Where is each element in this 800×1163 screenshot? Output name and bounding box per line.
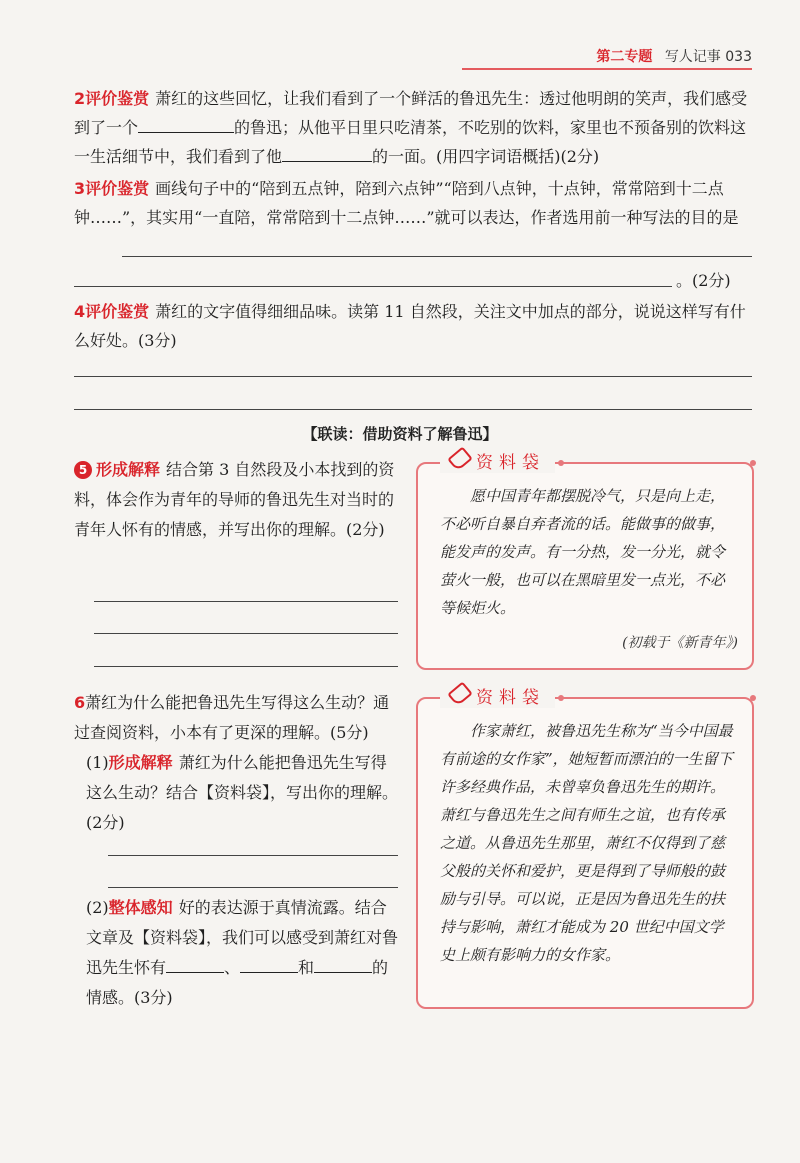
material-box-title-text: 资料袋 [476,453,545,473]
question-number-badge: 5 [74,461,92,479]
dot-icon [750,460,756,466]
dot-icon [558,460,564,466]
answer-line[interactable] [108,855,398,856]
material-box-2 [416,688,754,1009]
answer-line[interactable] [74,286,672,287]
question-number: 2 [74,89,86,108]
answer-blank[interactable] [138,114,234,133]
question-text: 结合第 3 自然段及小本找到的资料，体会作为青年的导师的鲁迅先生对当时的青年人怀有的情感，并写出你的理解。(2分) [74,460,395,539]
question-text: 的鲁迅；从他平日里只吃清茶，不吃别的饮料，家里也不预备别的饮料这一生活细节中，我们看到了他 [74,118,747,166]
question-number: 6 [74,693,86,712]
question-4 [74,297,754,355]
question-text: 画线句子中的“陪到五点钟，陪到六点钟”“陪到八点钟，十点钟，常常陪到十二点钟……”，其实用“一直陪，常常陪到十二点钟……”就可以表达，作者选用前一种写法的目的是 [74,179,739,227]
material-box-title-text: 资料袋 [476,688,545,708]
material-box-1 [416,453,754,670]
question-2 [74,84,754,171]
header-section: 第二专题 [596,49,653,65]
header-topic: 写人记事 [664,49,721,65]
header-rule [462,68,752,70]
tag-icon [447,681,473,706]
section-title: 【联读：借助资料了解鲁迅】 [302,425,498,443]
answer-blank[interactable] [314,954,372,973]
question-tag: 评价鉴赏 [85,179,150,198]
question-score: 。(2分) [676,271,731,290]
answer-line[interactable] [94,666,398,667]
answer-line[interactable] [122,256,752,257]
question-number: 3 [74,179,86,198]
question-6 [74,688,400,748]
tag-icon [447,446,473,471]
material-source: (初载于《新青年》) [622,635,738,651]
question-text: 萧红为什么能把鲁迅先生写得这么生动？通过查阅资料，小本有了更深的理解。(5分) [74,693,390,742]
sub-question-label: (1) [86,753,109,772]
question-5 [74,455,400,545]
question-tag: 评价鉴赏 [85,302,150,321]
question-6-part-2 [86,893,400,1013]
question-text: 萧红的文字值得细细品味。读第 11 自然段，关注文中加点的部分，说说这样写有什么好处。(3分) [74,302,746,350]
answer-line[interactable] [74,409,752,410]
question-tag: 形成解释 [96,460,161,479]
question-number: 4 [74,302,86,321]
material-box-title [440,683,555,708]
question-text: 的情感。(3分) [86,958,389,1007]
header-page-number: 033 [725,49,752,65]
separator: 和 [298,958,315,977]
question-6-part-1 [86,748,400,838]
answer-line[interactable] [108,887,398,888]
question-3 [74,174,754,232]
question-text: 萧红的这些回忆，让我们看到了一个鲜活的鲁迅先生：透过他明朗的笑声，我们感受到了一个 [74,89,748,137]
material-box-title [440,448,555,473]
sub-question-label: (2) [86,898,109,917]
answer-line[interactable] [74,376,752,377]
question-text: 萧红为什么能把鲁迅先生写得这么生动？结合【资料袋】，写出你的理解。(2分) [86,753,399,832]
material-text: 作家萧红，被鲁迅先生称为“当今中国最有前途的女作家”，她短暂而漂泊的一生留下许多经典作品，未曾辜负鲁迅先生的期许。萧红与鲁迅先生之间有师生之谊，也有传承之道。从鲁迅先生那里，萧红不仅得到了慈父般的关怀和爱护，更是得到了导师般的鼓励与引导。可以说，正是因为鲁迅先生的扶持与影响，萧红才能成为 20 世纪中国文学史上颇有影响力的女作家。 [440,722,733,964]
question-tag: 形成解释 [108,753,173,772]
answer-blank[interactable] [282,143,372,162]
question-tag: 评价鉴赏 [85,89,150,108]
question-text: 好的表达源于真情流露。结合文章及【资料袋】，我们可以感受到萧红对鲁迅先生怀有 [86,898,399,977]
separator: 、 [224,958,241,977]
question-text: 的一面。(用四字词语概括)(2分) [372,147,600,166]
answer-line[interactable] [94,633,398,634]
material-text: 愿中国青年都摆脱冷气，只是向上走，不必听自暴自弃者流的话。能做事的做事，能发声的发声。有一分热，发一分光，就令萤火一般，也可以在黑暗里发一点光，不必等候炬火。 [440,487,726,617]
dot-icon [750,695,756,701]
page-header [596,46,752,66]
answer-line[interactable] [94,601,398,602]
question-tag: 整体感知 [108,898,173,917]
answer-blank[interactable] [166,954,224,973]
answer-blank[interactable] [240,954,298,973]
dot-icon [558,695,564,701]
